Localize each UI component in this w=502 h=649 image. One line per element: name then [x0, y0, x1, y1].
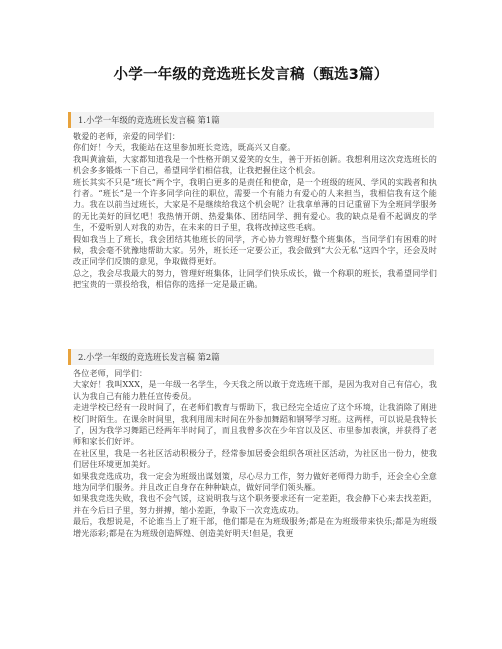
paragraph: 如果我竞选失败，我也不会气馁，这说明我与这个职务要求还有一定差距，我会静下心来去找差距，并在今后日子里，努力拼搏，缩小差距，争取下一次竞选成功。 — [73, 493, 437, 515]
paragraph: 各位老师，同学们： — [73, 368, 148, 378]
paragraph: 在社区里，我是一名社区活动积极分子，经常参加居委会组织各项社区活动，为社区出一份力，使我们居住环境更加美好。 — [73, 447, 437, 470]
paragraph: 如果我竞选成功，我一定会为班级出谋划策，尽心尽力工作，努力做好老师得力助手，还会全心全意地为同学们服务。并且改正自身存在种种缺点，做好同学们领头雁。 — [73, 470, 437, 493]
paragraph: 总之，我会尽我最大的努力，管理好班集体，让同学们快乐成长，做一个称职的班长，我希望同学们把宝贵的一票投给我，相信你的选择一定是最正确。 — [73, 267, 437, 290]
section-body-2 — [73, 368, 437, 539]
paragraph: 走进学校已经有一段时间了，在老师们教育与帮助下，我已经完全适应了这个环境，让我消除了刚进校门时陌生。在课余时间里，我利用周末时间在外参加舞蹈和钢琴学习班。这两样，可以说是我特长了，因为我学习舞蹈已经两年半时间了，而且我曾多次在少年宫以及区、市里参加表演，并获得了老师和家长们好评。 — [73, 402, 437, 447]
paragraph: 我叫黄渝茹，大家都知道我是一个性格开朗又爱笑的女生，善于开拓创新。我想利用这次竞选班长的机会多多锻炼一下自己，希望同学们相信我，让我把握住这个机会。 — [73, 153, 437, 176]
paragraph: 班长其实不只是“班长”两个字，我明白更多的是责任和使命，是一个班级的班风、学风的实践者和执行者。“班长”是一个许多同学向往的职位，需要一个有能力有爱心的人来担当，我相信我有这个能力。我在以前当过班长，大家是不是继续给我这个机会呢？让我拿单薄的日记重留下为全班同学服务的无比美好的回忆吧！我热情开朗、热爱集体、团结同学、拥有爱心。我的缺点是看不起调皮的学生，不爱听别人对我的劝告，在未来的日子里，我将改掉这些毛病。 — [73, 176, 437, 233]
paragraph: 敬爱的老师，亲爱的同学们： — [73, 131, 181, 141]
paragraph: 假如我当上了班长，我会团结其他班长的同学，齐心协力管理好整个班集体，当同学们有困难的时候，我会毫不犹豫地帮助大家。另外，班长还一定要公正，我会做到“大公无私”这四个字，还会及时改正同学们反馈的意见，争取做得更好。 — [73, 233, 437, 267]
paragraph: 你们好！今天，我能站在这里参加班长竞选，既高兴又自豪。 — [73, 142, 296, 153]
section-body-1 — [73, 131, 437, 291]
paragraph: 最后，我想说是，不论谁当上了班干部，他们都是在为班级服务;都是在为班级带来快乐;都是为班级增光添彩;都是在为班级创造辉煌、创造美好明天!但是，我更 — [73, 516, 437, 538]
section-heading-1: 1.小学一年级的竞选班长发言稿 第1篇 — [68, 112, 434, 128]
section-heading-2: 2.小学一年级的竞选班长发言稿 第2篇 — [68, 349, 434, 365]
document-title: 小学一年级的竞选班长发言稿（甄选3篇） — [113, 67, 389, 83]
paragraph: 大家好！我叫XXX，是一年级一名学生，今天我之所以敢于竞选班干部，是因为我对自己有信心，我认为我自己有能力胜任宣传委员。 — [73, 379, 437, 401]
